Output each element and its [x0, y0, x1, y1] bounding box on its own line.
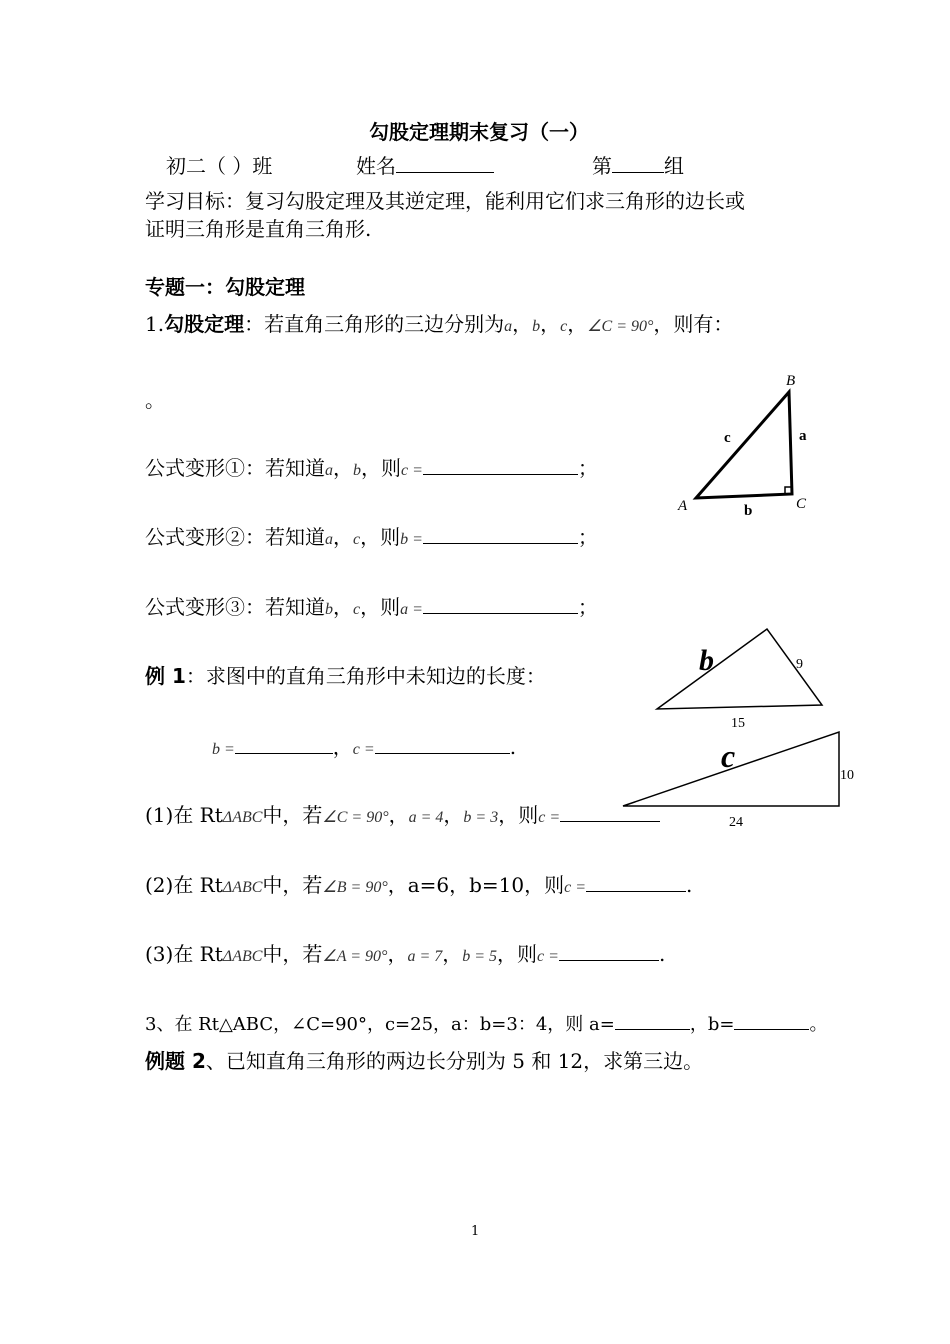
ratio-text-1: 3、在 Rt△ABC，∠C=90°，c=25，a：b=3：4，则 a= — [145, 1014, 615, 1035]
class-label: 初二（ ）班 — [166, 154, 273, 178]
example-1-label: 例 1 — [145, 664, 186, 688]
problem-prefix: (3)在 Rt — [145, 942, 223, 966]
c-answer-blank[interactable] — [375, 735, 510, 754]
comma: ， — [512, 312, 533, 336]
name-field[interactable] — [356, 150, 494, 179]
example-2-text: 、已知直角三角形的两边长分别为 5 和 12，求第三边。 — [205, 1049, 704, 1073]
problem-2 — [145, 869, 692, 898]
problem-angle: ∠A = 90° — [322, 948, 388, 965]
group-blank[interactable] — [612, 154, 664, 173]
comma: ， — [388, 803, 409, 827]
side-24-label: 24 — [729, 815, 743, 830]
comma: ， — [540, 312, 561, 336]
formula-end: ； — [577, 595, 598, 619]
group-field[interactable] — [592, 150, 684, 179]
answer-blank[interactable] — [586, 873, 686, 892]
comma: ， — [442, 942, 463, 966]
formula-label: 公式变形②：若知道 — [145, 525, 325, 549]
formula-var: c — [353, 601, 361, 618]
var-b: b — [532, 318, 541, 335]
theorem-line — [145, 308, 733, 337]
formula-end: ； — [577, 456, 598, 480]
objective-line-2: 证明三角形是直角三角形. — [145, 217, 372, 241]
theorem-end: ，则有： — [653, 312, 734, 336]
formula-row-1: 公式变形①：若知道a，b，则c = ； — [145, 456, 598, 480]
theorem-label: 勾股定理 — [164, 312, 245, 336]
var-c: c — [560, 318, 568, 335]
problem-value: a = 4 — [408, 809, 444, 826]
problem-end: . — [686, 873, 693, 897]
ratio-text-2: ，b= — [689, 1014, 735, 1035]
problem-3 — [145, 938, 665, 967]
comma: ， — [567, 312, 588, 336]
example-2-label: 例题 2 — [145, 1049, 206, 1073]
b-answer-blank[interactable] — [734, 1011, 809, 1030]
right-triangle-abc — [670, 368, 820, 523]
formula-label: 公式变形①：若知道 — [145, 456, 325, 480]
page-number: 1 — [471, 1224, 480, 1239]
problem-then: ，则 — [497, 942, 538, 966]
objective-line-1: 学习目标：复习勾股定理及其逆定理，能利用它们求三角形的边长或 — [145, 189, 745, 213]
problem-value: b = 3 — [463, 809, 499, 826]
formula-mid: ，则 — [360, 595, 401, 619]
comma: ， — [443, 803, 464, 827]
problem-target: c = — [538, 809, 561, 826]
side-b-label: b — [699, 644, 714, 677]
vertex-c: C — [796, 496, 807, 512]
group-suffix: 组 — [664, 154, 684, 178]
problem-angle: ∠B = 90° — [322, 879, 388, 896]
group-prefix: 第 — [592, 154, 612, 178]
answer-end: . — [509, 735, 517, 759]
answer-blank[interactable] — [559, 942, 659, 961]
triangle-name: ΔABC — [222, 809, 263, 826]
a-answer-blank[interactable] — [615, 1011, 690, 1030]
problem-angle: ∠C = 90° — [322, 809, 389, 826]
topic-heading: 专题一：勾股定理 — [145, 275, 305, 299]
answer-blank[interactable] — [423, 456, 578, 475]
example-1 — [145, 660, 546, 689]
formula-end: ； — [577, 525, 598, 549]
var-a: a — [504, 318, 513, 335]
formula-var: a — [325, 531, 333, 548]
theorem-period: 。 — [145, 388, 165, 412]
side-b-label: b — [744, 503, 753, 519]
side-c-label: c — [721, 738, 736, 774]
vertex-b: B — [786, 373, 796, 389]
side-15-label: 15 — [731, 716, 745, 731]
problem-target: c = — [564, 879, 587, 896]
problem-prefix: (2)在 Rt — [145, 873, 223, 897]
answer-blank[interactable] — [423, 525, 578, 544]
triangle-name: ΔABC — [222, 879, 263, 896]
page-title: 勾股定理期末复习（一） — [369, 120, 589, 144]
example-1-answers — [212, 731, 516, 760]
problem-end: . — [658, 942, 666, 966]
formula-row-3: 公式变形③：若知道b，c，则a = ； — [145, 595, 598, 619]
problem-1 — [145, 799, 660, 828]
c-eq: c = — [352, 741, 375, 758]
formula-var: b — [325, 601, 333, 618]
formula-var: c — [353, 531, 361, 548]
ratio-problem — [145, 1010, 827, 1036]
problem-then: ，则 — [498, 803, 539, 827]
problem-mid: 中，若 — [262, 942, 323, 966]
problem-target: c = — [537, 948, 559, 965]
theorem-number: 1. — [145, 312, 165, 336]
example-1-text: ：求图中的直角三角形中未知边的长度： — [185, 664, 546, 688]
formula-label: 公式变形③：若知道 — [145, 595, 325, 619]
formula-mid: ，则 — [360, 525, 401, 549]
side-c-label: c — [724, 430, 731, 446]
side-9-label: 9 — [796, 657, 803, 672]
problem-then: 则 — [544, 873, 565, 897]
example-2 — [145, 1045, 703, 1074]
angle-c: ∠C = 90° — [587, 318, 654, 335]
name-label: 姓名 — [356, 154, 396, 178]
formula-target: a = — [400, 601, 423, 618]
answer-blank[interactable] — [423, 595, 578, 614]
ratio-end: 。 — [809, 1014, 828, 1035]
problem-value: b = 5 — [462, 948, 498, 965]
theorem-text: ：若直角三角形的三边分别为 — [244, 312, 505, 336]
formula-row-2: 公式变形②：若知道a，c，则b = ； — [145, 525, 598, 549]
formula-target: b = — [400, 531, 423, 548]
formula-mid: ，则 — [361, 456, 401, 480]
name-blank[interactable] — [396, 154, 494, 173]
side-10-label: 10 — [840, 768, 854, 783]
problem-mid: 中，若 — [262, 873, 323, 897]
comma: ， — [387, 942, 408, 966]
b-eq: b = — [212, 741, 235, 758]
problem-mid: 中，若 — [262, 803, 323, 827]
problem-prefix: (1)在 Rt — [145, 803, 223, 827]
separator: ， — [332, 735, 353, 759]
problem-value: a = 7 — [407, 948, 443, 965]
answer-blank[interactable] — [560, 803, 660, 822]
vertex-a: A — [678, 498, 688, 514]
problem-value: a=6，b=10， — [407, 873, 545, 897]
formula-var: a — [325, 462, 333, 479]
comma: ， — [387, 873, 408, 897]
triangle-shape — [696, 392, 792, 498]
triangle-b-9-15 — [645, 622, 835, 737]
side-a-label: a — [799, 428, 807, 444]
triangle-name: ΔABC — [222, 948, 263, 965]
b-answer-blank[interactable] — [235, 735, 333, 754]
formula-var: b — [353, 462, 361, 479]
formula-target: c = — [401, 462, 423, 479]
